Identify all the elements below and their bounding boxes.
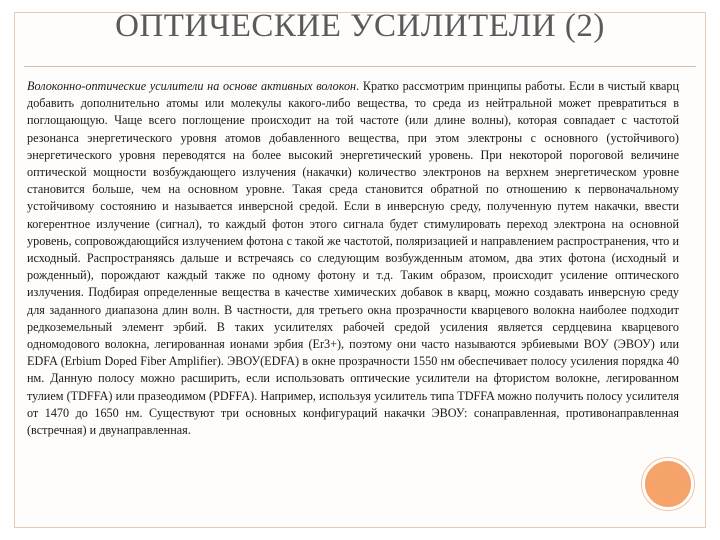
body-paragraph: . Кратко рассмотрим принципы работы. Если в чистый кварц добавить дополнительно атомы или молекулы какого-либо вещества, то среда из нейтральной может превратиться в поглощающую. Чаще всего поглощение происходит на той частоте (или длине волны), которая совпадает с частотой резонанса энергетического уровня атомов добавленного вещества, при этом электроны с основного (устойчивого) энергетического уровня переводятся на более высокий энергетический уровень. При некоторой пороговой величине оптической мощности возбуждающего излучения (накачки) количество электронов на верхнем энергетическом уровне становится больше, чем на основном уровне. Такая среда становится обратной по отношению к первоначальному устойчивому состоянию и называется инверсной средой. Если в инверсную среду, полученную путем накачки, ввести когерентное излучение (сигнал), то каждый фотон этого сигнала будет стимулировать переход электрона на основной уровень, сопровождающийся излучением фотона с такой же частотой, поляризацией и направлением распространения, что и исходный. Распространяясь дальше и встречаясь со следующим возбужденным атомом, два этих фотона (исходный и рожденный), порождают каждый также по одному фотону и т.д. Таким образом, происходит усиление оптического излучения. Подбирая определенные вещества в качестве химических добавок в кварц, можно создавать инверсную среду для заданного диапазона длин волн. В частности, для третьего окна прозрачности кварцевого волокна наиболее подходит редкоземельный элемент эрбий. В таких усилителях рабочей средой усиления является сердцевина кварцевого одномодового волокна, легированная ионами эрбия (Er3+), поэтому они часто называются эрбиевыми ВОУ (ЭВОУ) или EDFA (Erbium Doped Fiber Amplifier). ЭВОУ(EDFA) в окне прозрачности 1550 нм обеспечивает полосу усиления порядка 40 нм. Данную полосу можно расширить, если использовать оптические усилители на фтористом волокне, легированном тулием (TDFFA) или празеодимом (PDFFA). Например, используя усилитель типа TDFFA можно получить полосу усилителя от 1470 до 1650 нм. Существуют три основных конфигураций накачки ЭВОУ: сонаправленная, противонаправленная (встречная) и двунаправленная. <box>27 79 679 438</box>
decorative-circle <box>642 458 694 510</box>
slide-body <box>27 78 679 439</box>
title-divider <box>24 66 696 67</box>
slide-title: ОПТИЧЕСКИЕ УСИЛИТЕЛИ (2) <box>115 8 605 44</box>
lead-italic-phrase: Волоконно-оптические усилители на основе активных волокон <box>27 79 357 93</box>
